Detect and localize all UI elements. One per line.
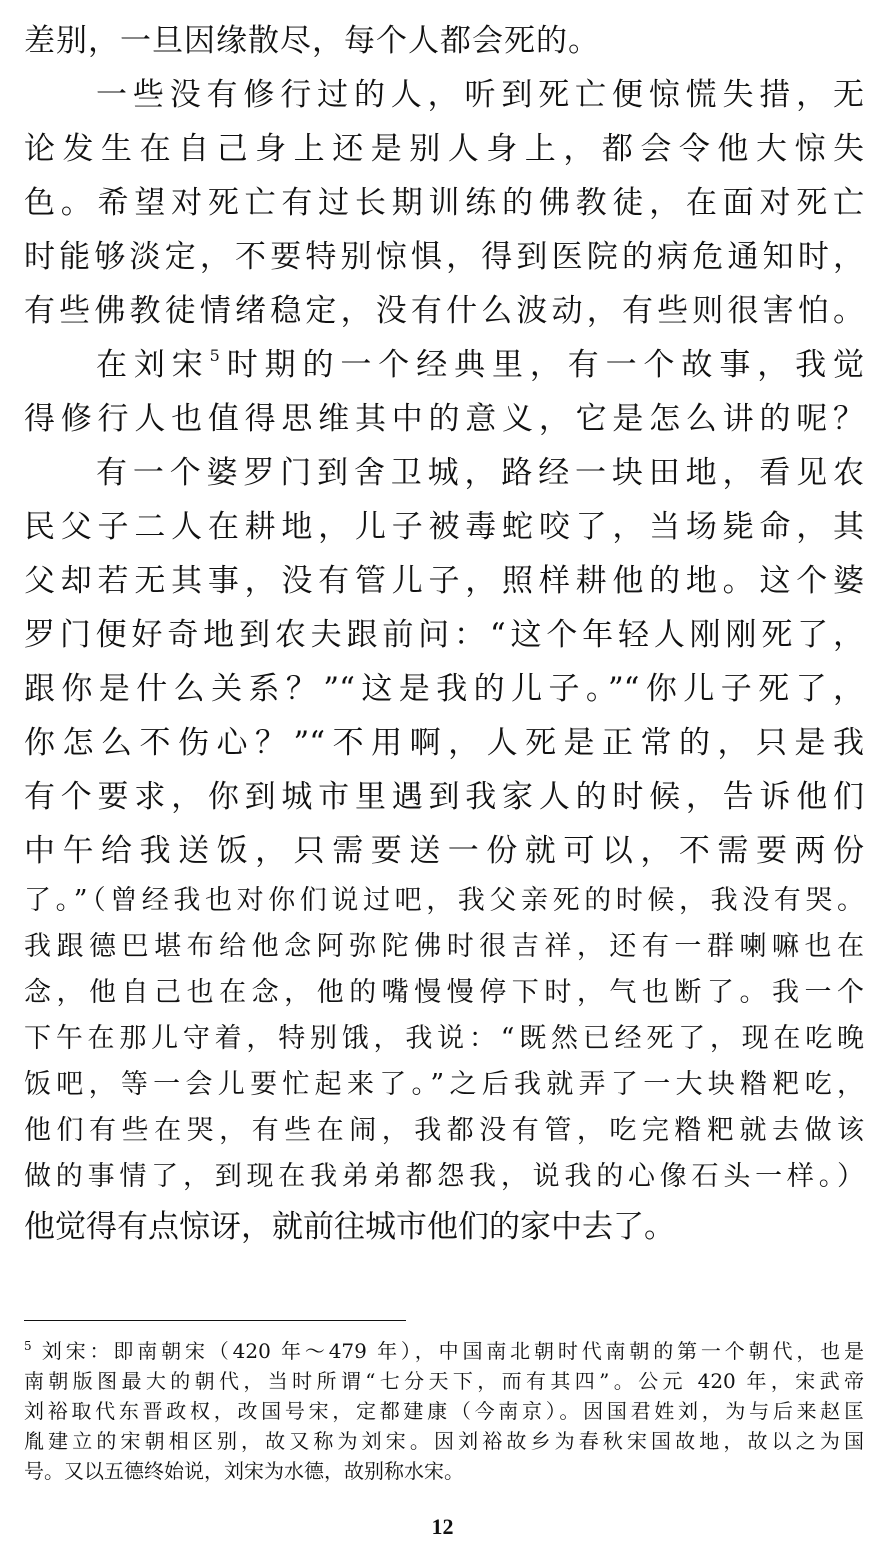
- text-segment: 时期的一个经典里，有一个故事，我觉: [219, 347, 864, 383]
- footnote-mark: 5: [24, 1339, 32, 1353]
- footnote-line: 号。又以五德终始说，刘宋为水德，故别称水宋。: [24, 1459, 464, 1483]
- text-line: 中午给我送饭，只需要送一份就可以，不需要两份: [24, 833, 864, 869]
- text-line: 得修行人也值得思维其中的意义，它是怎么讲的呢？: [24, 401, 864, 437]
- text-line: 念，他自己也在念，他的嘴慢慢停下时，气也断了。我一个: [24, 977, 864, 1008]
- text-line: [24, 338, 864, 392]
- body-text: [24, 14, 864, 1254]
- footnote: [24, 1336, 864, 1486]
- text-line: 你怎么不伤心？”“不用啊，人死是正常的，只是我: [24, 725, 864, 761]
- text-line: 父却若无其事，没有管儿子，照样耕他的地。这个婆: [24, 563, 864, 599]
- text-line: 论发生在自己身上还是别人身上，都会令他大惊失: [24, 131, 864, 167]
- text-segment: 在刘宋: [96, 347, 210, 383]
- text-line: 下午在那儿守着，特别饿，我说：“既然已经死了，现在吃晚: [24, 1023, 864, 1054]
- text-line: 色。希望对死亡有过长期训练的佛教徒，在面对死亡: [24, 185, 864, 221]
- text-line: 一些没有修行过的人，听到死亡便惊慌失措，无: [96, 77, 864, 113]
- text-line: 跟你是什么关系？”“这是我的儿子。”“你儿子死了，: [24, 671, 864, 707]
- footnote-line: 南朝版图最大的朝代，当时所谓“七分天下，而有其四”。公元 420 年，宋武帝: [24, 1369, 864, 1393]
- text-line: 我跟德巴堪布给他念阿弥陀佛时很吉祥，还有一群喇嘛也在: [24, 931, 864, 962]
- text-line: 有个要求，你到城市里遇到我家人的时候，告诉他们: [24, 779, 864, 815]
- text-line: 饭吧，等一会儿要忙起来了。”之后我就弄了一大块糌粑吃，: [24, 1069, 864, 1100]
- footnote-divider: [24, 1320, 406, 1321]
- footnote-line: 刘裕取代东晋政权，改国号宋，定都建康（今南京）。因国君姓刘，为与后来赵匡: [24, 1399, 864, 1423]
- text-line: 他们有些在哭，有些在闹，我都没有管，吃完糌粑就去做该: [24, 1115, 864, 1146]
- footnote-text: 刘宋：即南朝宋（420 年～479 年），中国南北朝时代南朝的第一个朝代，也是: [41, 1339, 865, 1363]
- text-line: 他觉得有点惊讶，就前往城市他们的家中去了。: [24, 1209, 675, 1245]
- footnote-line: [24, 1336, 864, 1366]
- text-line: 差别，一旦因缘散尽，每个人都会死的。: [24, 23, 600, 59]
- footnote-reference: 5: [209, 346, 220, 365]
- footnote-line: 胤建立的宋朝相区别，故又称为刘宋。因刘裕故乡为春秋宋国故地，故以之为国: [24, 1429, 864, 1453]
- text-line: 时能够淡定，不要特别惊惧，得到医院的病危通知时，: [24, 239, 864, 275]
- text-line: 罗门便好奇地到农夫跟前问：“这个年轻人刚刚死了，: [24, 617, 864, 653]
- text-line: 了。”（曾经我也对你们说过吧，我父亲死的时候，我没有哭。: [24, 885, 864, 916]
- text-line: 民父子二人在耕地，儿子被毒蛇咬了，当场毙命，其: [24, 509, 864, 545]
- text-line: 有些佛教徒情绪稳定，没有什么波动，有些则很害怕。: [24, 293, 864, 329]
- text-line: 做的事情了，到现在我弟弟都怨我，说我的心像石头一样。）: [24, 1161, 864, 1192]
- text-line: 有一个婆罗门到舍卫城，路经一块田地，看见农: [96, 455, 864, 491]
- page-number: 12: [431, 1514, 454, 1539]
